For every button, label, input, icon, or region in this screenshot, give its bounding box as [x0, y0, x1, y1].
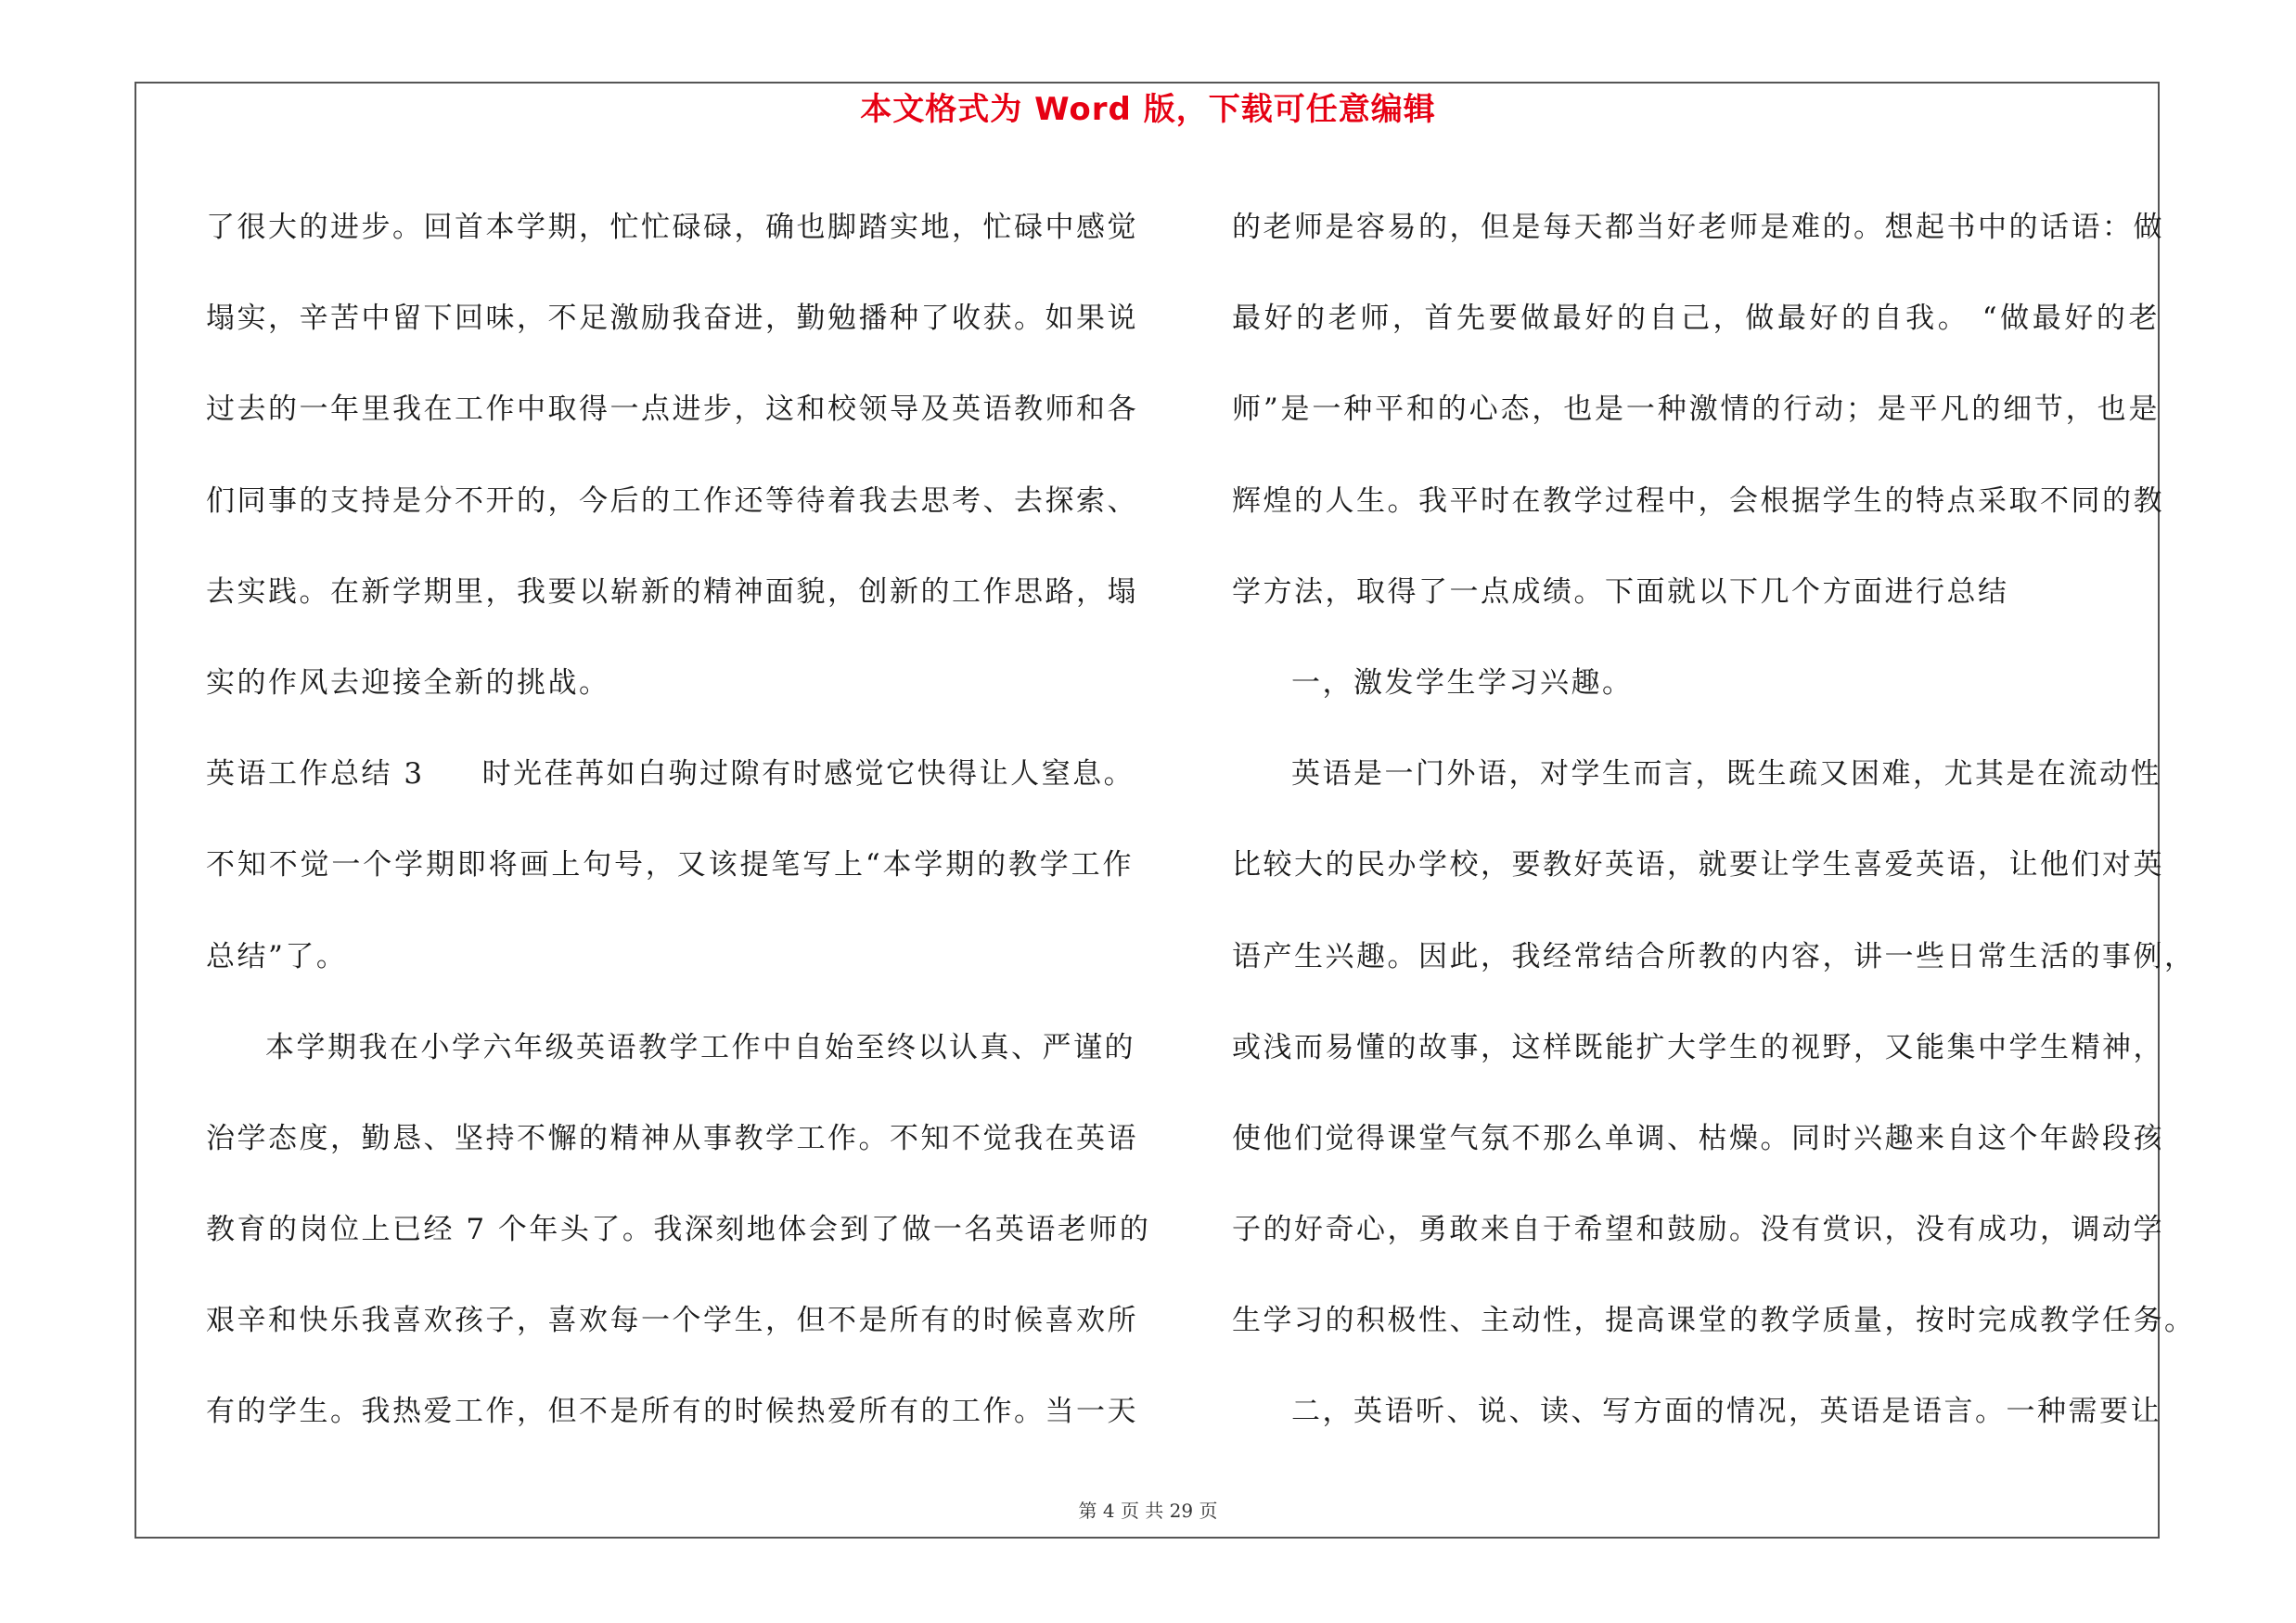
- text-line: 治学态度，勤恳、坚持不懈的精神从事教学工作。不知不觉我在英语: [206, 1121, 1138, 1155]
- text-line: 师”是一种平和的心态，也是一种激情的行动；是平凡的细节，也是: [1232, 393, 2160, 427]
- text-line: 总结”了。: [206, 939, 348, 973]
- text-line: 时光荏苒如白驹过隙有时感觉它快得让人窒息。: [481, 757, 1135, 792]
- text-line: 语产生兴趣。因此，我经常结合所教的内容，讲一些日常生活的事例，: [1232, 939, 2196, 973]
- text-line: 最好的老师，首先要做最好的自己，做最好的自我。 “做最好的老: [1232, 302, 2160, 336]
- text-line: 去实践。在新学期里，我要以崭新的精神面貌，创新的工作思路，塌: [206, 574, 1138, 609]
- right-text-column: [1232, 182, 2196, 1458]
- section-heading: 英语工作总结 3: [206, 757, 425, 792]
- left-text-column: [206, 182, 1151, 1458]
- text-line: 教育的岗位上已经 7 个年头了。我深刻地体会到了做一名英语老师的: [206, 1213, 1151, 1247]
- text-line: 比较大的民办学校，要教好英语，就要让学生喜爱英语，让他们对英: [1232, 848, 2164, 882]
- text-line: 生学习的积极性、主动性，提高课堂的教学质量，按时完成教学任务。: [1232, 1304, 2196, 1338]
- text-line: 使他们觉得课堂气氛不那么单调、枯燥。同时兴趣来自这个年龄段孩: [1232, 1121, 2164, 1155]
- subheading: 二，英语听、说、读、写方面的情况，英语是语言。一种需要让: [1291, 1395, 2161, 1429]
- text-line: 实的作风去迎接全新的挑战。: [206, 665, 610, 700]
- text-line: 了很大的进步。回首本学期，忙忙碌碌，确也脚踏实地，忙碌中感觉: [206, 211, 1138, 244]
- section-heading-line: [206, 728, 1134, 819]
- text-line: 们同事的支持是分不开的，今后的工作还等待着我去思考、去探索、: [206, 483, 1138, 518]
- page-footer: [0, 1496, 2296, 1523]
- text-line: 或浅而易懂的故事，这样既能扩大学生的视野，又能集中学生精神，: [1232, 1030, 2164, 1064]
- text-line: 学方法，取得了一点成绩。下面就以下几个方面进行总结: [1232, 574, 2009, 609]
- text-line: 英语是一门外语，对学生而言，既生疏又困难，尤其是在流动性: [1291, 757, 2161, 792]
- text-line: 的老师是容易的，但是每天都当好老师是难的。想起书中的话语：做: [1232, 211, 2164, 244]
- banner-text: 本文格式为 Word 版，下载可任意编辑: [860, 91, 1436, 128]
- text-line: 有的学生。我热爱工作，但不是所有的时候热爱所有的工作。当一天: [206, 1395, 1138, 1429]
- text-line: 过去的一年里我在工作中取得一点进步，这和校领导及英语教师和各: [206, 393, 1138, 427]
- text-line: 艰辛和快乐我喜欢孩子，喜欢每一个学生，但不是所有的时候喜欢所: [206, 1304, 1138, 1338]
- text-line: 不知不觉一个学期即将画上句号，又该提笔写上“本学期的教学工作: [206, 848, 1134, 882]
- text-line: 塌实，辛苦中留下回味，不足激励我奋进，勤勉播种了收获。如果说: [206, 302, 1138, 336]
- document-banner: [0, 84, 2296, 129]
- page-number: 第 4 页 共 29 页: [1078, 1500, 1218, 1522]
- text-line: 本学期我在小学六年级英语教学工作中自始至终以认真、严谨的: [265, 1030, 1135, 1064]
- text-line: 子的好奇心，勇敢来自于希望和鼓励。没有赏识，没有成功，调动学: [1232, 1213, 2164, 1247]
- subheading: 一，激发学生学习兴趣。: [1291, 665, 1634, 700]
- text-line: 辉煌的人生。我平时在教学过程中，会根据学生的特点采取不同的教: [1232, 483, 2164, 518]
